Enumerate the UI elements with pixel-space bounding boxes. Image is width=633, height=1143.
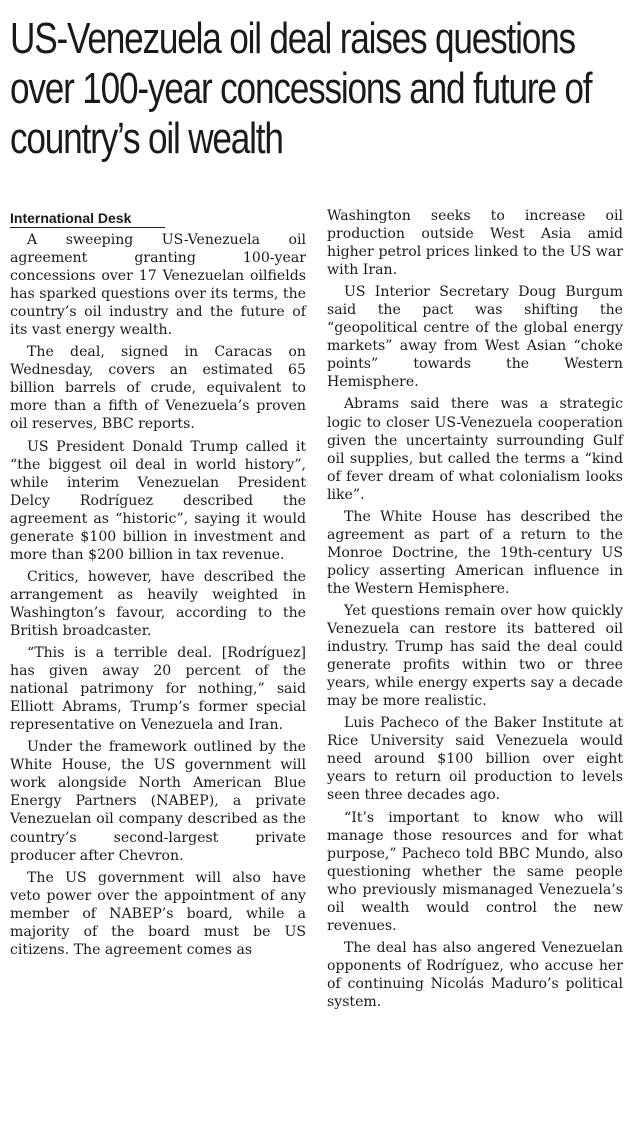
headline: US-Venezuela oil deal raises questions over 100-year concessions and future of country’s oil wealth (10, 14, 592, 163)
article-body (10, 207, 623, 1139)
right-column (327, 207, 623, 1139)
paragraph: Yet questions remain over how quickly Venezuela can restore its battered oil industry. Trump has said the deal could generate profits within two or three years, while energy experts say a decade may be more realistic. (327, 602, 623, 710)
paragraph: The White House has described the agreement as part of a return to the Monroe Doctrine, the 19th-century US policy asserting American influence in the Western Hemisphere. (327, 508, 623, 597)
byline: International Desk (10, 207, 165, 228)
paragraph: Under the framework outlined by the White House, the US government will work alongside North American Blue Energy Partners (NABEP), a private Venezuelan oil company described as the country’s second-largest private producer after Chevron. (10, 739, 306, 864)
paragraph: A sweeping US-Venezuela oil agreement granting 100-year concessions over 17 Venezuelan oilfields has sparked questions over its terms, the country’s oil industry and the future of its vast energy wealth. (10, 232, 306, 339)
paragraph: The deal has also angered Venezuelan opponents of Rodríguez, who accuse her of continuing Nicolás Maduro’s political system. (327, 939, 623, 1010)
paragraph: “This is a terrible deal. [Rodríguez] has given away 20 percent of the national patrimony for nothing,” said Elliott Abrams, Trump’s former special representative on Venezuela and Iran. (10, 645, 306, 734)
paragraph: The deal, signed in Caracas on Wednesday, covers an estimated 65 billion barrels of crude, equivalent to more than a fifth of Venezuela’s proven oil reserves, BBC reports. (10, 344, 306, 433)
paragraph: Luis Pacheco of the Baker Institute at Rice University said Venezuela would need around $100 billion over eight years to return oil production to levels seen three decades ago. (327, 715, 623, 804)
paragraph: US President Donald Trump called it “the biggest oil deal in world history”, while interim Venezuelan President Delcy Rodríguez described the agreement as “historic”, saying it would generate $100 billion in investment and more than $200 billion in tax revenue. (10, 438, 306, 563)
paragraph: The US government will also have veto power over the appointment of any member of NABEP’s board, while a majority of the board must be US citizens. The agreement comes as (10, 869, 306, 958)
paragraph: US Interior Secretary Doug Burgum said the pact was shifting the “geopolitical centre of the global energy markets” away from West Asian “choke points” towards the Western Hemisphere. (327, 284, 623, 391)
paragraph: Critics, however, have described the arrangement as heavily weighted in Washington’s favour, according to the British broadcaster. (10, 568, 306, 639)
paragraph: Abrams said there was a strategic logic to closer US-Venezuela cooperation given the uncertainty surrounding Gulf oil supplies, but called the terms a “kind of fever dream of what colonialism looks like”. (327, 396, 623, 503)
paragraph: “It’s important to know who will manage those resources and for what purpose,” Pacheco told BBC Mundo, also questioning whether the same people who previously mismanaged Venezuela’s oil wealth would control the new revenues. (327, 809, 623, 934)
paragraph: Washington seeks to increase oil production outside West Asia amid higher petrol prices linked to the US war with Iran. (327, 208, 623, 279)
left-column (10, 207, 306, 1139)
